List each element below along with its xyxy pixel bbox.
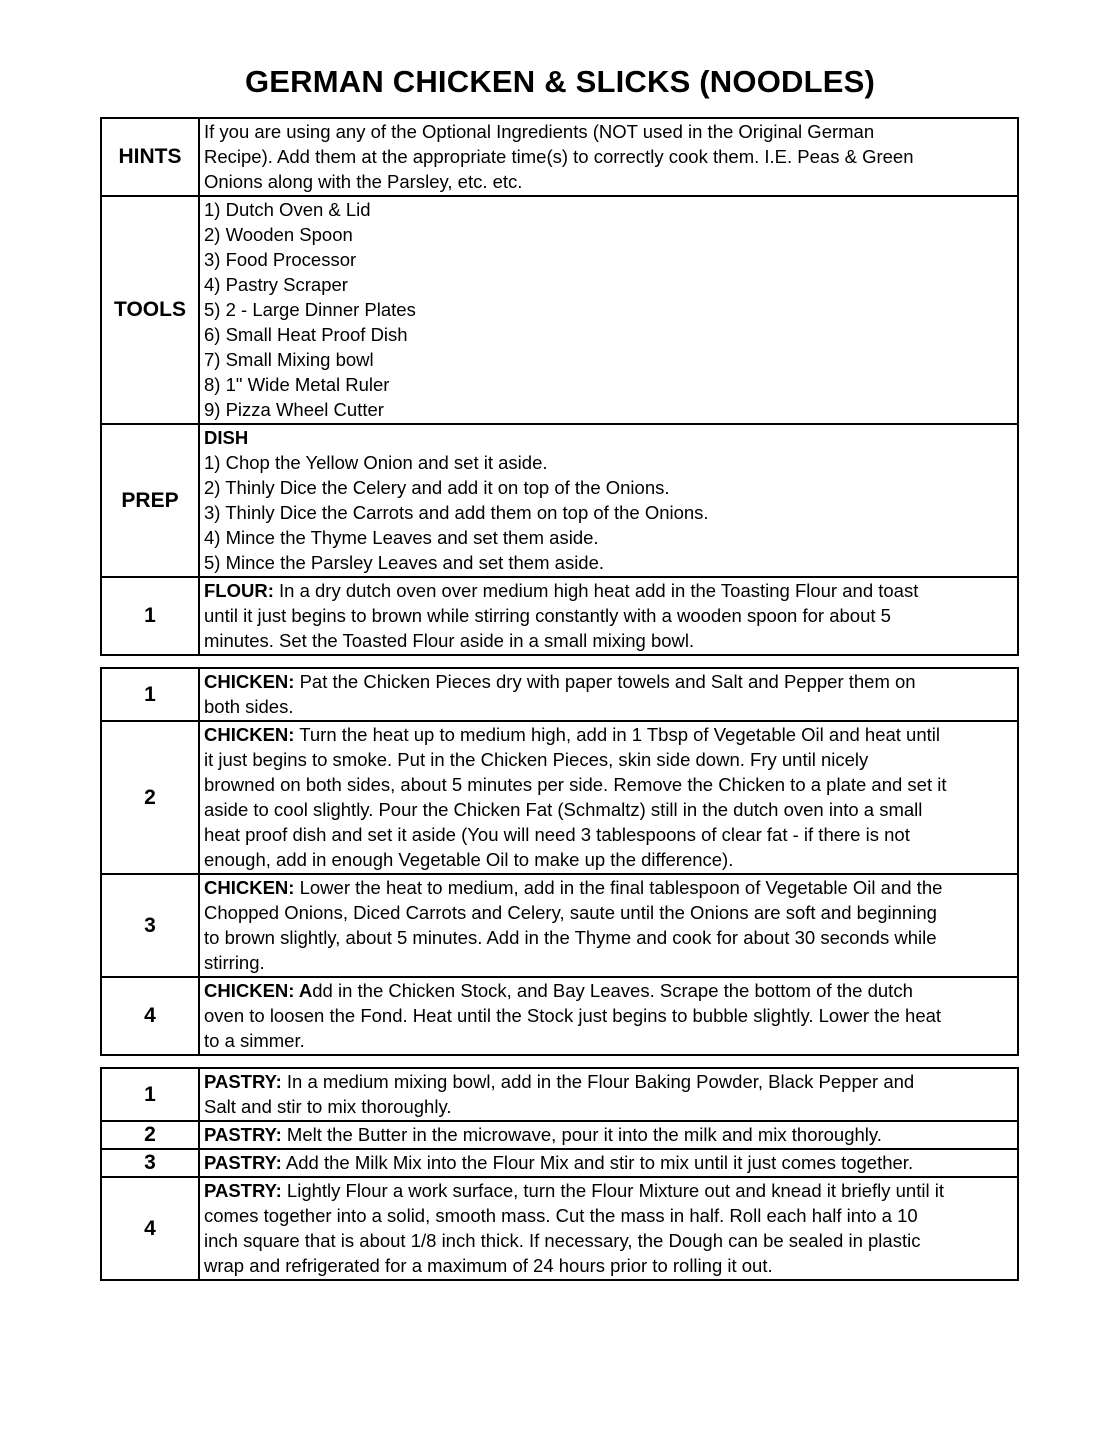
chicken-step-row [101,874,1018,977]
chicken-step-row [101,668,1018,721]
hints-line: Onions along with the Parsley, etc. etc. [204,171,523,192]
step-line: Pat the Chicken Pieces dry with paper towels and Salt and Pepper them on [294,671,916,692]
step-line: In a medium mixing bowl, add in the Flour Baking Powder, Black Pepper and [281,1071,915,1092]
step-keyword: CHICKEN: [204,877,295,898]
flour-step-row [101,577,1018,655]
step-text [199,721,1018,874]
tool-item: 1) Dutch Oven & Lid [204,199,371,220]
pastry-step-row [101,1121,1018,1149]
step-line: minutes. Set the Toasted Flour aside in a small mixing bowl. [204,630,695,651]
step-keyword: CHICKEN: A [204,980,313,1001]
step-text [199,668,1018,721]
step-line: to brown slightly, about 5 minutes. Add in the Thyme and cook for about 30 seconds while [204,927,937,948]
overview-table [100,117,1019,656]
prep-item: 3) Thinly Dice the Carrots and add them on top of the Onions. [204,502,709,523]
step-number: 1 [101,1068,199,1121]
tool-item: 5) 2 - Large Dinner Plates [204,299,416,320]
pastry-step-row [101,1177,1018,1280]
step-keyword: CHICKEN: [204,724,295,745]
step-line: to a simmer. [204,1030,305,1051]
step-line: comes together into a solid, smooth mass. Cut the mass in half. Roll each half into a 10 [204,1205,918,1226]
step-line: heat proof dish and set it aside (You will need 3 tablespoons of clear fat - if there is not [204,824,910,845]
step-keyword: PASTRY: [204,1071,282,1092]
tools-label: TOOLS [101,196,199,424]
tool-item: 2) Wooden Spoon [204,224,353,245]
step-keyword: PASTRY: [204,1180,282,1201]
step-text [199,1149,1018,1177]
tools-list [199,196,1018,424]
step-number: 1 [101,577,199,655]
step-number: 2 [101,1121,199,1149]
pastry-table [100,1067,1019,1281]
step-line: stirring. [204,952,265,973]
step-line: it just begins to smoke. Put in the Chicken Pieces, skin side down. Fry until nicely [204,749,869,770]
prep-label: PREP [101,424,199,577]
tool-item: 8) 1" Wide Metal Ruler [204,374,390,395]
step-text [199,977,1018,1055]
step-line: enough, add in enough Vegetable Oil to make up the difference). [204,849,734,870]
hints-line: If you are using any of the Optional Ingredients (NOT used in the Original German [204,121,875,142]
tool-item: 7) Small Mixing bowl [204,349,374,370]
prep-list [199,424,1018,577]
step-line: Chopped Onions, Diced Carrots and Celery, saute until the Onions are soft and beginning [204,902,937,923]
step-number: 1 [101,668,199,721]
step-line: Lightly Flour a work surface, turn the Flour Mixture out and knead it briefly until it [281,1180,944,1201]
prep-item: 1) Chop the Yellow Onion and set it aside. [204,452,548,473]
step-line: In a dry dutch oven over medium high heat add in the Toasting Flour and toast [273,580,919,601]
pastry-step-row [101,1149,1018,1177]
hints-row [101,118,1018,196]
step-keyword: PASTRY: [204,1152,282,1173]
prep-item: 2) Thinly Dice the Celery and add it on top of the Onions. [204,477,670,498]
step-text [199,577,1018,655]
hints-text [199,118,1018,196]
step-text [199,1121,1018,1149]
step-line: inch square that is about 1/8 inch thick. If necessary, the Dough can be sealed in plastic [204,1230,921,1251]
chicken-step-row [101,977,1018,1055]
prep-row [101,424,1018,577]
tool-item: 6) Small Heat Proof Dish [204,324,408,345]
step-text [199,874,1018,977]
tools-row [101,196,1018,424]
step-number: 4 [101,977,199,1055]
step-text [199,1177,1018,1280]
hints-label: HINTS [101,118,199,196]
tool-item: 3) Food Processor [204,249,357,270]
step-line: aside to cool slightly. Pour the Chicken Fat (Schmaltz) still in the dutch oven into a small [204,799,923,820]
step-line: Add the Milk Mix into the Flour Mix and stir to mix until it just comes together. [281,1152,914,1173]
prep-heading: DISH [204,427,249,448]
prep-item: 4) Mince the Thyme Leaves and set them aside. [204,527,599,548]
step-line: until it just begins to brown while stirring constantly with a wooden spoon for about 5 [204,605,891,626]
step-line: browned on both sides, about 5 minutes per side. Remove the Chicken to a plate and set it [204,774,947,795]
step-number: 3 [101,874,199,977]
step-number: 3 [101,1149,199,1177]
step-line: oven to loosen the Fond. Heat until the Stock just begins to bubble slightly. Lower the heat [204,1005,942,1026]
tool-item: 4) Pastry Scraper [204,274,348,295]
step-line: Melt the Butter in the microwave, pour it into the milk and mix thoroughly. [281,1124,882,1145]
step-line: dd in the Chicken Stock, and Bay Leaves. Scrape the bottom of the dutch [312,980,913,1001]
step-line: Turn the heat up to medium high, add in 1 Tbsp of Vegetable Oil and heat until [294,724,940,745]
step-line: Salt and stir to mix thoroughly. [204,1096,452,1117]
step-number: 2 [101,721,199,874]
step-keyword: CHICKEN: [204,671,295,692]
tool-item: 9) Pizza Wheel Cutter [204,399,384,420]
step-text [199,1068,1018,1121]
pastry-step-row [101,1068,1018,1121]
step-line: both sides. [204,696,294,717]
hints-line: Recipe). Add them at the appropriate time(s) to correctly cook them. I.E. Peas & Green [204,146,914,167]
prep-item: 5) Mince the Parsley Leaves and set them aside. [204,552,605,573]
step-line: wrap and refrigerated for a maximum of 24 hours prior to rolling it out. [204,1255,773,1276]
step-line: Lower the heat to medium, add in the final tablespoon of Vegetable Oil and the [294,877,943,898]
step-keyword: FLOUR: [204,580,274,601]
chicken-step-row [101,721,1018,874]
chicken-table [100,667,1019,1056]
step-keyword: PASTRY: [204,1124,282,1145]
page-title: GERMAN CHICKEN & SLICKS (NOODLES) [244,64,876,99]
step-number: 4 [101,1177,199,1280]
